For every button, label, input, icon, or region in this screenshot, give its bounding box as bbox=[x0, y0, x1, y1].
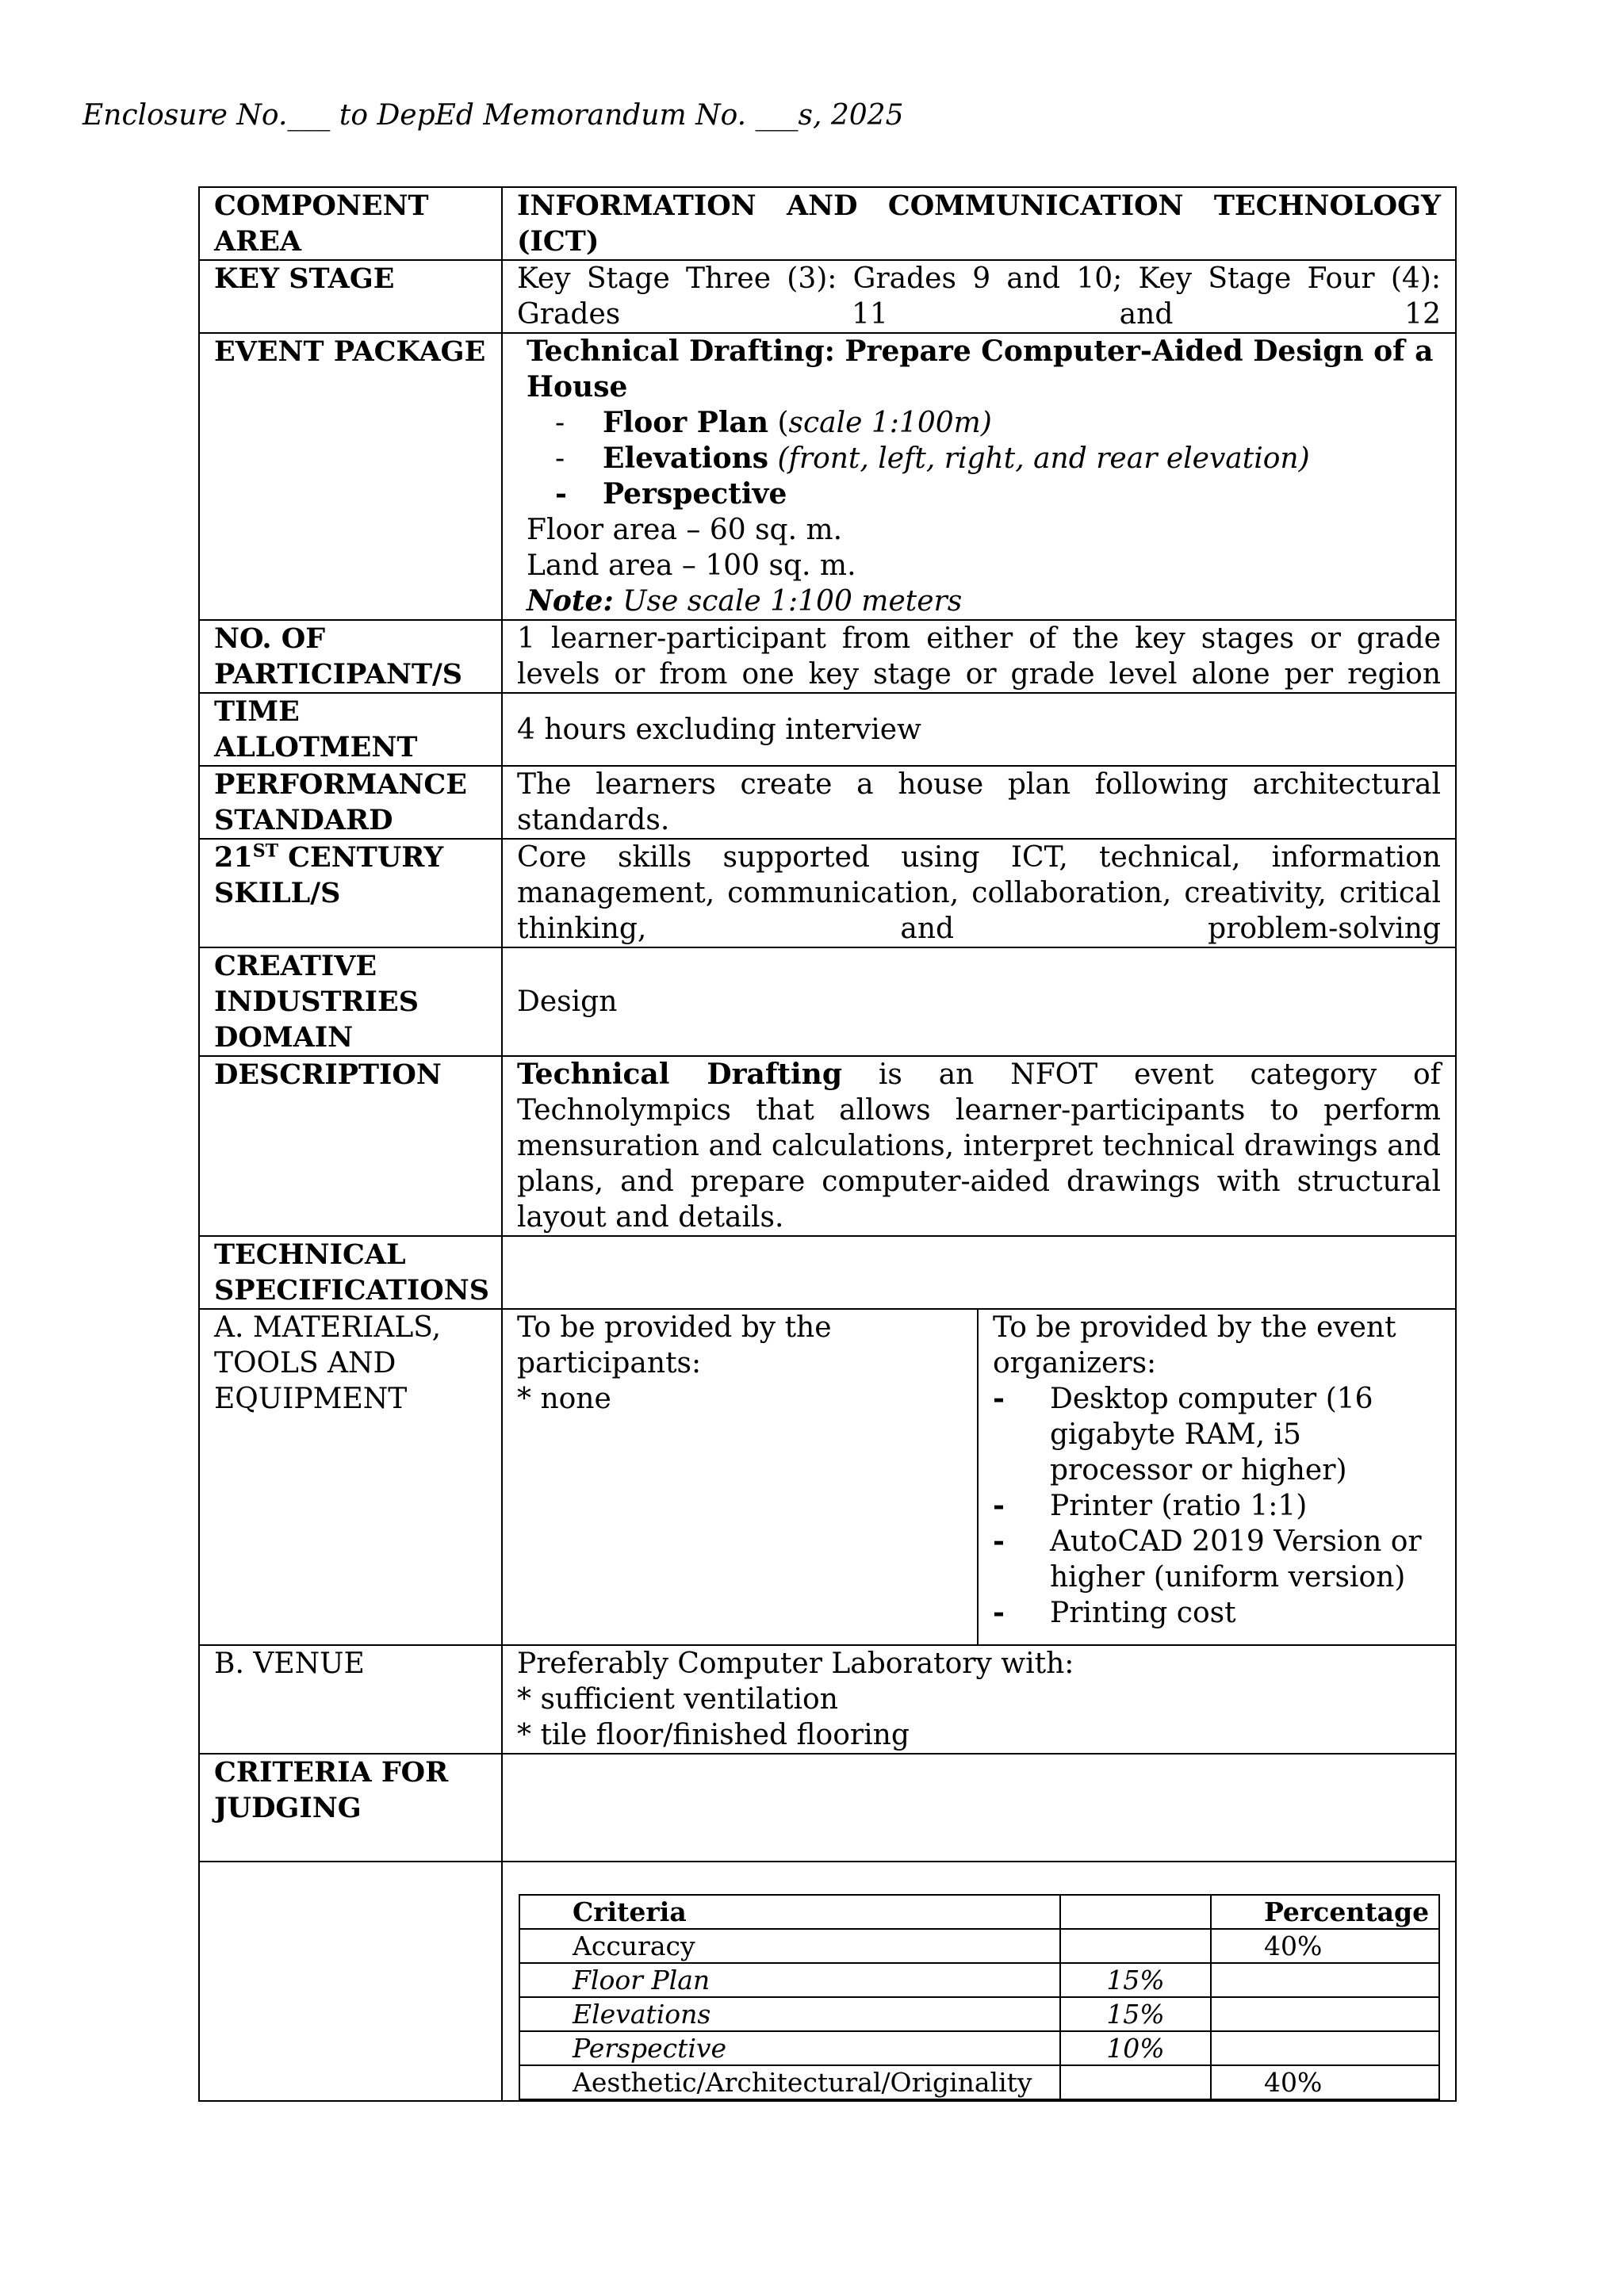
event-item-floor-plan: - Floor Plan (scale 1:100m) bbox=[555, 406, 992, 439]
venue-line: * tile floor/finished flooring bbox=[517, 1719, 910, 1751]
criteria-name: Aesthetic/Architectural/Originality bbox=[519, 2065, 1060, 2099]
component-area-label: COMPONENT AREA bbox=[199, 187, 502, 260]
time-allotment-value: 4 hours excluding interview bbox=[502, 693, 1456, 766]
event-package-content bbox=[502, 333, 1456, 620]
criteria-sub-percentage: 10% bbox=[1060, 2031, 1211, 2065]
criteria-percentage: 40% bbox=[1211, 1929, 1439, 1963]
description-value: Technical Drafting is an NFOT event category of Technolympics that allows learner-participants to perform mensuration and calculations, interpret technical drawings and plans, and prepare computer-aided drawings with structural layout and details. bbox=[502, 1056, 1456, 1236]
time-allotment-label: TIME ALLOTMENT bbox=[199, 693, 502, 766]
key-stage-value: Key Stage Three (3): Grades 9 and 10; Key Stage Four (4): Grades 11 and 12 bbox=[502, 260, 1456, 333]
century-skills-label: 21ST CENTURY SKILL/S bbox=[199, 839, 502, 947]
organizer-item: - Desktop computer (16 gigabyte RAM, i5 processor or higher) bbox=[993, 1382, 1373, 1487]
event-specification-table bbox=[198, 186, 1457, 2102]
organizers-provided bbox=[978, 1309, 1456, 1645]
table-row bbox=[519, 1997, 1439, 2031]
creative-industries-value: Design bbox=[502, 947, 1456, 1056]
description-label: DESCRIPTION bbox=[199, 1056, 502, 1236]
table-row bbox=[519, 1929, 1439, 1963]
land-area: Land area – 100 sq. m. bbox=[527, 549, 856, 582]
criteria-percentage bbox=[1211, 2031, 1439, 2065]
criteria-percentage: 40% bbox=[1211, 2065, 1439, 2099]
criteria-percentage bbox=[1211, 1963, 1439, 1997]
participants-provided-heading: To be provided by the participants: bbox=[517, 1311, 832, 1380]
century-skills-value: Core skills supported using ICT, technical, information management, communication, collaboration, creativity, critical thinking, and problem-solving bbox=[502, 839, 1456, 947]
participants-label: NO. OF PARTICIPANT/S bbox=[199, 620, 502, 693]
subtotal-header bbox=[1060, 1895, 1211, 1929]
table-row bbox=[519, 2065, 1439, 2099]
criteria-percentage bbox=[1211, 1997, 1439, 2031]
table-row bbox=[519, 2031, 1439, 2065]
venue-value bbox=[502, 1645, 1456, 1754]
venue-label: B. VENUE bbox=[199, 1645, 502, 1754]
floor-area: Floor area – 60 sq. m. bbox=[527, 514, 843, 546]
event-item-perspective: - Perspective bbox=[555, 477, 787, 511]
component-area-value: INFORMATION AND COMMUNICATION TECHNOLOGY (ICT) bbox=[502, 187, 1456, 260]
performance-standard-label: PERFORMANCE STANDARD bbox=[199, 766, 502, 839]
table-row bbox=[519, 1963, 1439, 1997]
creative-industries-label: CREATIVE INDUSTRIES DOMAIN bbox=[199, 947, 502, 1056]
percentage-header: Percentage bbox=[1211, 1895, 1439, 1929]
criteria-name: Floor Plan bbox=[519, 1963, 1060, 1997]
scale-note: Note: Use scale 1:100 meters bbox=[527, 584, 963, 618]
event-item-elevations: - Elevations (front, left, right, and rear elevation) bbox=[555, 442, 1310, 475]
participants-provided bbox=[502, 1309, 978, 1645]
organizers-provided-heading: To be provided by the event organizers: bbox=[993, 1311, 1396, 1380]
event-package-label: EVENT PACKAGE bbox=[199, 333, 502, 620]
venue-line: Preferably Computer Laboratory with: bbox=[517, 1647, 1074, 1680]
participants-value: 1 learner-participant from either of the key stages or grade levels or from one key stage or grade level alone per region bbox=[502, 620, 1456, 693]
criteria-sub-percentage: 15% bbox=[1060, 1997, 1211, 2031]
criteria-sub-percentage bbox=[1060, 1929, 1211, 1963]
criteria-cell bbox=[502, 1862, 1456, 2101]
event-package-title: Technical Drafting: Prepare Computer-Aided Design of a House bbox=[527, 335, 1434, 404]
criteria-sub-percentage: 15% bbox=[1060, 1963, 1211, 1997]
technical-specs-value bbox=[502, 1236, 1456, 1309]
criteria-blank-cell bbox=[199, 1862, 502, 2101]
performance-standard-value: The learners create a house plan following architectural standards. bbox=[502, 766, 1456, 839]
enclosure-header: Enclosure No.___ to DepEd Memorandum No. ___s, 2025 bbox=[82, 99, 904, 132]
criteria-name: Accuracy bbox=[519, 1929, 1060, 1963]
venue-line: * sufficient ventilation bbox=[517, 1683, 838, 1716]
participants-provided-item: * none bbox=[517, 1383, 611, 1415]
criteria-table bbox=[519, 1894, 1440, 2100]
technical-specs-label: TECHNICAL SPECIFICATIONS bbox=[199, 1236, 502, 1309]
organizer-item: - AutoCAD 2019 Version or higher (uniform version) bbox=[993, 1525, 1422, 1594]
criteria-judging-value bbox=[502, 1754, 1456, 1862]
criteria-header-row bbox=[519, 1895, 1439, 1929]
key-stage-label: KEY STAGE bbox=[199, 260, 502, 333]
criteria-name: Perspective bbox=[519, 2031, 1060, 2065]
criteria-judging-label: CRITERIA FOR JUDGING bbox=[199, 1754, 502, 1862]
materials-label: A. MATERIALS, TOOLS AND EQUIPMENT bbox=[199, 1309, 502, 1645]
organizer-item: - Printing cost bbox=[993, 1596, 1236, 1629]
criteria-header: Criteria bbox=[519, 1895, 1060, 1929]
organizer-item: - Printer (ratio 1:1) bbox=[993, 1489, 1308, 1522]
criteria-name: Elevations bbox=[519, 1997, 1060, 2031]
criteria-sub-percentage bbox=[1060, 2065, 1211, 2099]
